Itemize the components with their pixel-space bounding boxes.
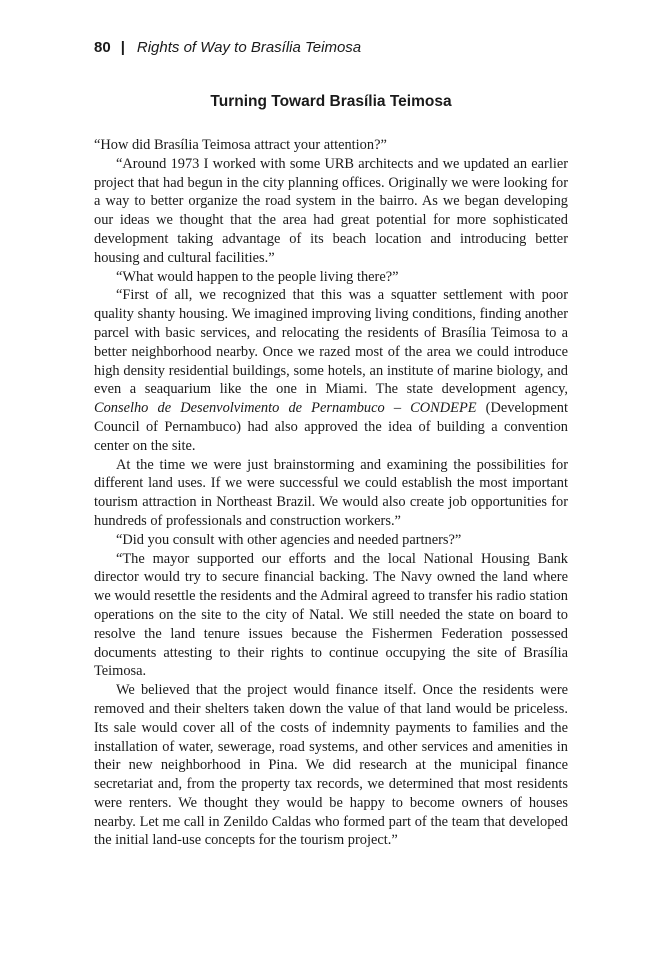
paragraph: “What would happen to the people living there?”: [116, 268, 399, 285]
running-head: [94, 38, 568, 58]
paragraph: “The mayor supported our efforts and the local National Housing Bank director would try to secure financial backing. The Navy owned the land where we would resettle the residents and the Admiral agreed to transfer his radio station operations on the site to the city of Natal. We still needed the state on board to resolve the land tenure issues because the Fishermen Federation possessed documents attesting to their rights to continue occupying the site of Brasília Teimosa.: [94, 550, 568, 680]
paragraph: “Did you consult with other agencies and needed partners?”: [116, 531, 462, 548]
page-number: 80: [94, 39, 111, 56]
paragraph: At the time we were just brainstorming and examining the possibilities for different land uses. If we were successful we could establish the most important tourism attraction in Northeast Brazil. We would also create job opportunities for hundreds of professionals and construction workers.”: [94, 456, 568, 529]
running-head-title: Rights of Way to Brasília Teimosa: [136, 39, 362, 56]
paragraph: “Around 1973 I worked with some URB architects and we updated an earlier project that had begun in the city planning offices. Originally we were looking for a way to better organize the road system in the bairro. As we began developing our ideas we thought that the area had great potential for more sophisticated development taking advantage of its beach location and introducing better housing and cultural facilities.”: [94, 155, 568, 266]
paragraph: [94, 286, 568, 455]
agency-name-italic: Conselho de Desenvolvimento de Pernambuco – CONDEPE: [94, 400, 477, 417]
book-page: [94, 38, 568, 850]
body-text: [94, 136, 568, 850]
section-heading: Turning Toward Brasília Teimosa: [210, 93, 452, 110]
header-separator: |: [120, 39, 125, 56]
paragraph: “How did Brasília Teimosa attract your attention?”: [94, 137, 387, 153]
paragraph-text: (Development Council of Pernambuco) had also approved the idea of building a convention center on the site.: [94, 400, 569, 454]
paragraph-text: “First of all, we recognized that this was a squatter settlement with poor quality shanty housing. We imagined improving living conditions, finding another parcel with basic services, and relocating the residents of Brasília Teimosa to a better neighborhood nearby. Once we razed most of the area we could introduce high density residential buildings, some hotels, an institute of marine biology, and even a seaquarium like the one in Miami. The state development agency,: [94, 287, 568, 398]
paragraph: We believed that the project would finance itself. Once the residents were removed and their shelters taken down the value of that land would be priceless. Its sale would cover all of the costs of indemnity payments to families and the installation of water, sewerage, road systems, and other services and amenities in their new neighborhood in Pina. We did research at the municipal finance secretariat and, from the property tax records, we determined that most residents were renters. We thought they would be happy to become owners of houses nearby. Let me call in Zenildo Caldas who formed part of the team that developed the initial land-use concepts for the tourism project.”: [94, 682, 568, 849]
